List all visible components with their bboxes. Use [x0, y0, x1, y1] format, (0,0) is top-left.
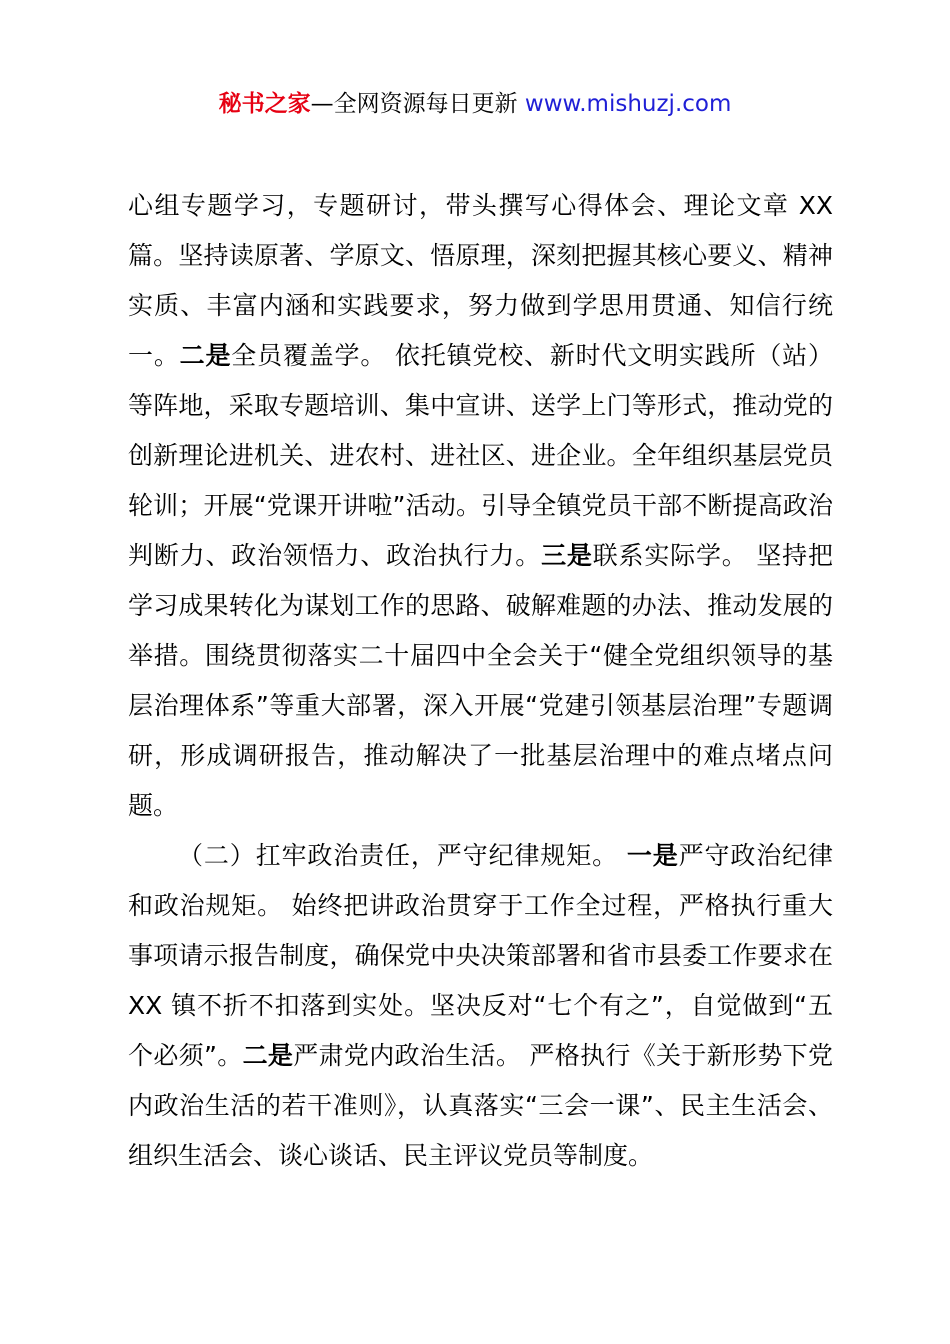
paragraph-2-text-2: 严肃党内政治生活。 严格执行《关于新形势下党内政治生活的若干准则》，认真落实“三会一课”、民主生活会、组织生活会、谈心谈话、民主评议党员等制度。 [128, 1041, 833, 1170]
keyword-er-shi: 二是 [179, 341, 232, 370]
header-tagline: —全网资源每日更新 [310, 91, 525, 117]
keyword-er-shi-2: 二是 [242, 1041, 294, 1070]
paragraph-2 [128, 831, 833, 1181]
paragraph-1-text-3: 联系实际学。 坚持把学习成果转化为谋划工作的思路、破解难题的办法、推动发展的举措。围绕贯彻落实二十届四中全会关于“健全党组织领导的基层治理体系”等重大部署，深入开展“党建引领基层治理”专题调研，形成调研报告，推动解决了一批基层治理中的难点堵点问题。 [128, 541, 833, 820]
paragraph-2-text-1: 严守政治纪律和政治规矩。 始终把讲政治贯穿于工作全过程，严格执行重大事项请示报告制度，确保党中央决策部署和省市县委工作要求在 XX 镇不折不扣落到实处。坚决反对“七个有之”，自觉做到“五个必须”。 [128, 841, 833, 1070]
paragraph-1-text-1: 心组专题学习，专题研讨，带头撰写心得体会、理论文章 XX 篇。坚持读原著、学原文、悟原理，深刻把握其核心要义、精神实质、丰富内涵和实践要求，努力做到学思用贯通、知信行统一。 [128, 191, 833, 370]
keyword-yi-shi: 一是 [626, 841, 679, 870]
header-url-link[interactable]: www.mishuzj.com [524, 91, 732, 117]
page-header [0, 86, 950, 122]
keyword-san-shi: 三是 [541, 541, 593, 570]
brand-name: 秘书之家 [218, 91, 311, 117]
paragraph-2-heading: （二）扛牢政治责任，严守纪律规矩。 [178, 841, 627, 870]
paragraph-1 [128, 181, 833, 831]
paragraph-1-text-2: 全员覆盖学。 依托镇党校、新时代文明实践所（站）等阵地，采取专题培训、集中宣讲、送学上门等形式，推动党的创新理论进机关、进农村、进社区、进企业。全年组织基层党员轮训；开展“党课开讲啦”活动。引导全镇党员干部不断提高政治判断力、政治领悟力、政治执行力。 [128, 341, 833, 570]
document-body [128, 181, 833, 1181]
